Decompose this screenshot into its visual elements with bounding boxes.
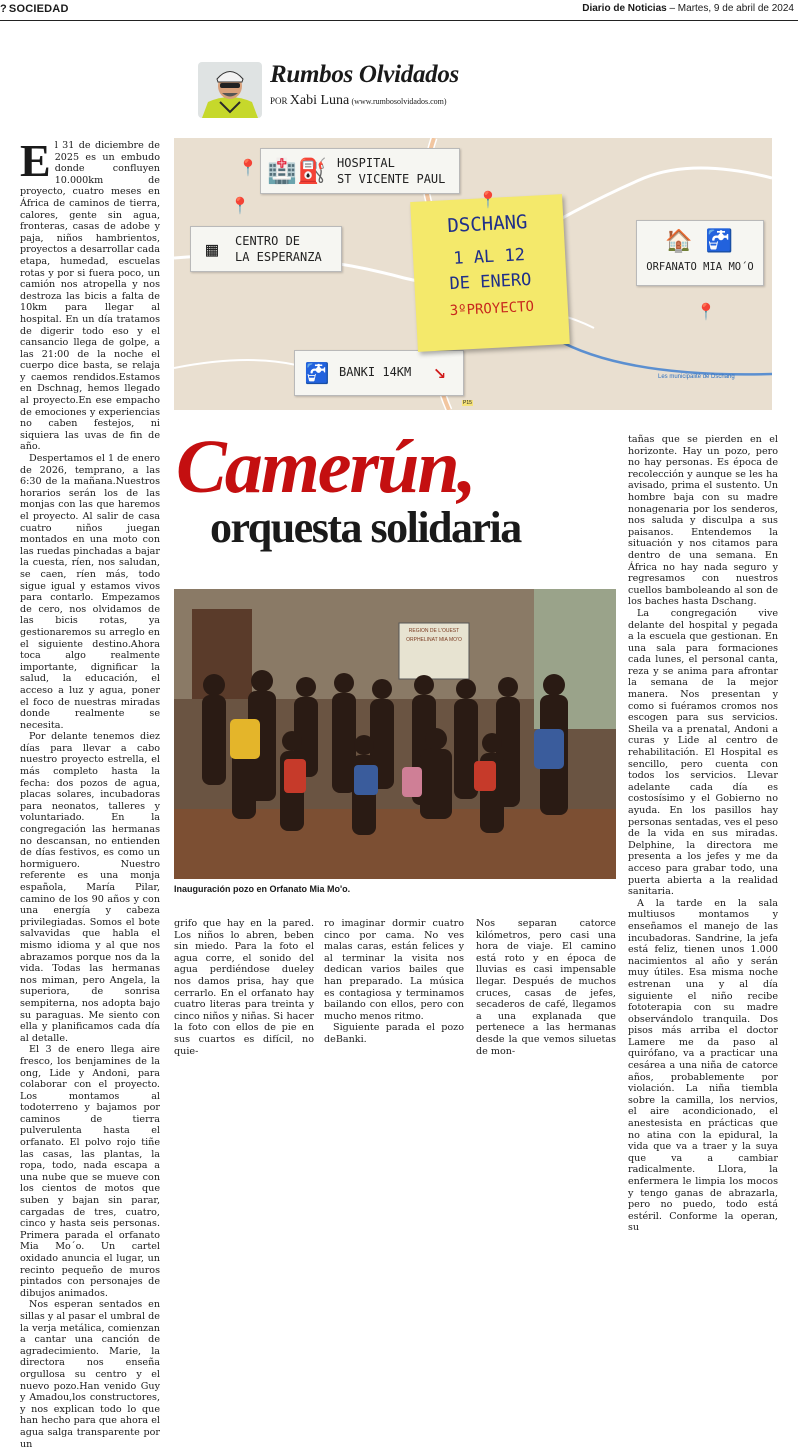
drop-cap: E [20,135,51,186]
hospital-icon: 🏥⛽ [267,157,327,185]
sign-line-1: REGION DE L'OUEST [408,628,460,634]
section-name: SOCIEDAD [8,3,69,15]
hospital-label [260,148,460,194]
author-url: (www.rumbosolvidados.com) [351,97,447,106]
banki-name: BANKI 14KM [339,365,412,379]
sticky-dates: 1 AL 12 [452,245,526,269]
article-column-3 [324,918,464,1046]
section-icon: ? [0,3,7,15]
column-name: Rumbos Olvidados [270,61,459,88]
paragraph: l 31 de diciembre de 2025 es un embudo donde confluyen 10.000km de proyecto, cuatro meses en África de caminos de tierra, calores, gente sin agua, fronteras, casas de adobe y paja, niños hambrientos, proyectos a desarrollar cada etapa, humedad, escuelas rotas y por si fuera poco, un camión nos atropella y nos destroza las bicis a falta de 10km para llegar al hospital. En un día tratamos de digerir todo eso y el cansancio llega de golpe, a las 21:00 de la noche el cuerpo dice basta, se relaja y caemos rendidos.Estamos en Dschnag, hemos llegado al proyecto.En ese empacho de emociones y experiencias no caben festejos, ni siquiera las uvas de fin de año. [20,140,160,453]
sign-line-2: ORPHELINAT MIA MO'O [406,637,462,643]
map-pin-1: 📍 [238,158,258,177]
road-number: P15 [463,400,472,406]
orfanato-name: ORFANATO MIA MO´O [646,261,754,273]
author-avatar [198,62,262,118]
paragraph: grifo que hay en la pared. Los niños lo abren, beben sin miedo. Para la foto el agua corre, el sonido del agua perdiéndose dueley nos damos prisa, hay que cerrarlo. En el orfanato hay cuatro literas para treinta y cinco niños y niñas. Si hacer la foto con ellos de pie en sus cuartos es difícil, no quie- [174,918,314,1057]
article-column-1 [20,135,160,1450]
arrow-icon: ↘ [433,359,447,384]
water-tap-icon: 🚰 [304,361,330,385]
map-pin-2: 📍 [230,196,250,215]
centro-name-2: LA ESPERANZA [235,250,322,264]
banki-label [294,350,464,396]
project-sticky-note [410,194,570,352]
byline [270,93,447,109]
paragraph: La congregación vive delante del hospital y pegada a la escuela que gestionan. En una sala para formaciones cada lunes, el personal canta, reza y se anima para afrontar la semana de la mejor manera. Nos presentan y como si fuéramos cromos nos escogen para sus servicios. Sheila va a prenatal, Andoni a curas y Lide al centro de rehabilitación. El Hospital es sencillo, pero cuenta con todos los servicios. Llevar adelante cada día es costosísimo y el Gobierno no ayuda. En los pasillos hay personas sentadas, ves el peso de la vida en sus miradas. Delphine, la directora me presenta a los jefes y me da acceso para grabar todo, una puerta abierta a la realidad sanitaria. [628,607,778,898]
author-name: Xabi Luna [289,93,350,108]
section-label [0,3,69,15]
paragraph: Despertamos el 1 de enero de 2026, temprano, a las 6:30 de la mañana.Nuestros horarios serán los de las monjas con las que haremos el proyecto. Al salir de casa cuatro niños juegan montados en una moto con las ruedas pinchadas a bajar la cuesta, ríen, nos saludan, se caen, ríen más, todo sigue igual y estamos vivos para contarlo. Empezamos de cero, nos olvidamos de las bicis rotas, ya gestionaremos su arreglo en el siguiente destino.Ahora toca algo realmente importante, dignificar la salud, la educación, el acceso a luz y agua, poner el foco de nuestras miradas donde realmente se necesita. [20,453,160,731]
paragraph: Nos esperan sentados en sillas y al pasar el umbral de la verja metálica, comienzan a cantar una canción de agradecimiento. Marie, la directora nos enseña orgullosa su centro y el nuevo pozo.Han venido Guy y Amadou,los constructores, y nos explican todo lo que han hecho para que ahora el agua salga transparente por un [20,1299,160,1450]
map-pin-3: 📍 [478,190,498,209]
masthead [582,3,794,14]
map-infographic [174,138,772,410]
paragraph: A la tarde en la sala multiusos montamos y enseñamos el manejo de las incubadoras. Sandrine, la jefa está feliz, tienen unos 1.000 nacimientos al año y serán muy útiles. Esa misma noche estrenan una y al día siguiente el niño recibe fototerapia con su madre observándolo tranquila. Dos pisos más arriba el doctor Lamere me da paso al quirófano, va a practicar una cesárea a una niña de catorce años, probablemente por violación. La niña tiembla sobre la camilla, los nervios, el aire acondicionado, el anestesista en prácticas que no atina con la epidural, la vida que va a traer y la suya que va a cambiar radicalmente. Llora, la enfermera le limpia los mocos y tengo ganas de abrazarla, pero no puedo, todo está estéril. Conforme la operan, su [628,897,778,1234]
orphanage-photo [174,589,616,879]
newspaper-name: Diario de Noticias [582,3,667,14]
orfanato-label [636,220,764,286]
centro-label [190,226,342,272]
paragraph: ro imaginar dormir cuatro cinco por cama. No ves malas caras, están felices y al terminar la visita nos dedican varios bailes que han preparado. La música es contagiosa y terminamos bailando con ellos, pero con mucho menos ritmo. [324,918,464,1022]
paragraph: Por delante tenemos diez días para llevar a cabo nuestro proyecto estrella, el más completo hasta la fecha: dos pozos de agua, placas solares, incubadoras para neonatos, talleres y voluntariado. En la congregación las hermanas no descansan, no entienden de días festivos, es como un hormiguero. Nuestro referente es una monja española, María Pilar, camino de los 90 años y con una energía y cabeza privilegiadas. Somos el bote salvavidas que habla el mismo idioma y al que nos abrazamos porque nos da la vida. Todas las hermanas nos miman, pero Angela, la superiora, de sonrisa sempiterna, nos adopta bajo su paraguas. Me siento con ella y planificamos cada día al detalle. [20,731,160,1044]
orphanage-sign [402,627,466,645]
orphanage-icon: 🏠 🚰 [664,229,734,254]
paragraph: tañas que se pierden en el horizonte. Hay un pozo, pero no hay personas. Es época de recolección y aunque se les ha avisado, prima el sustento. Un hombre baja con su madre nonagenaria por los senderos, nos saluda y disculpa a sus paisanos. Entendemos la situación y nos citamos para dentro de una semana. En África no hay nada seguro y regresamos con nuestros cuellos bamboleando al son de los baches hasta Dschang. [628,434,778,608]
headline-sub: orquesta solidaria [210,503,521,552]
article-column-5 [628,434,778,1234]
headline-main: Camerún, [176,425,475,509]
road-label: Les municipalité de Dschang [658,374,735,380]
paragraph: Nos separan catorce kilómetros, pero casi una hora de viaje. El camino está roto y en época de lluvias es casi impensable llegar. Después de muchos cruces, casas de jefes, secaderos de café, llegamos a una explanada que pertenece a las hermanas desde la que vemos siluetas de mon- [476,918,616,1057]
article-column-2 [174,918,314,1057]
hospital-name: HOSPITAL [337,156,395,170]
photo-caption: Inauguración pozo en Orfanato Mia Mo'o. [174,884,351,894]
top-bar [0,0,798,21]
sticky-project: 3ºPROYECTO [449,298,535,320]
article-column-4 [476,918,616,1057]
byline-prefix: POR [270,96,288,106]
hospital-name-2: ST VICENTE PAUL [337,172,446,186]
sticky-city: DSCHANG [446,210,528,238]
paragraph: El 3 de enero llega aire fresco, los benjamines de la ong, Lide y Andoni, para colaborar con el proyecto. Los montamos al todoterreno y bajamos por caminos de tierra pulverulenta hasta el orfanato. El polvo rojo tiñe las casas, las plantas, la ropa, todo, nada escapa a una nube que se mueve con los cientos de motos que suben y bajan sin parar, cargadas de tres, cuatro, cinco y hasta seis personas. Primera parada el orfanato Mia Mo´o. Un cartel oxidado anuncia el lugar, un recinto pequeño de muros pintados con personajes de dibujos animados. [20,1044,160,1299]
map-pin-4: 📍 [696,302,716,321]
solar-panel-icon: ▦ [205,237,219,261]
issue-date: – Martes, 9 de abril de 2024 [666,3,794,14]
sticky-month: DE ENERO [449,270,532,295]
centro-name: CENTRO DE [235,234,301,248]
paragraph: Siguiente parada el pozo deBanki. [324,1022,464,1045]
